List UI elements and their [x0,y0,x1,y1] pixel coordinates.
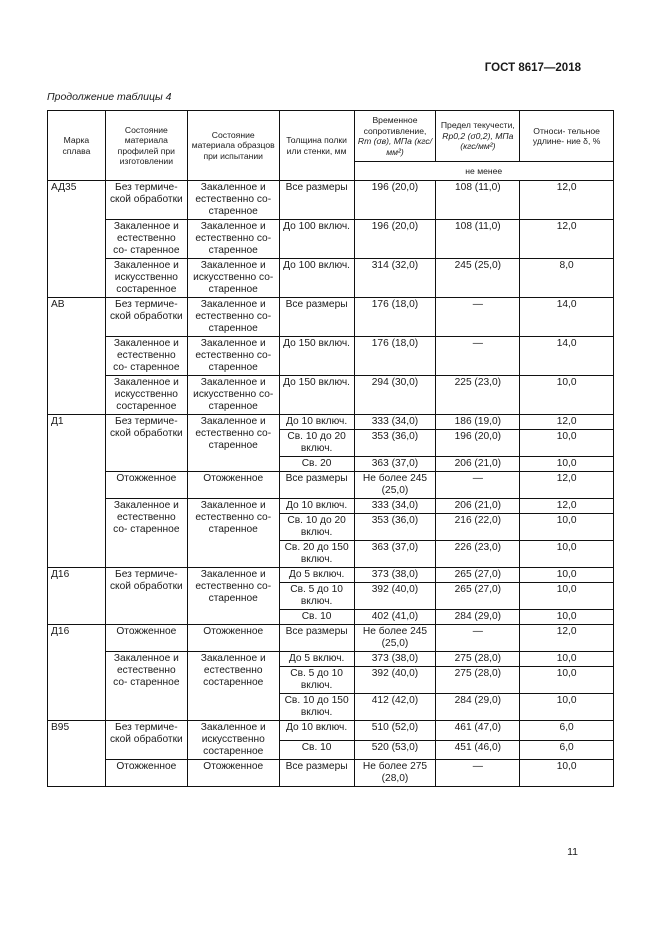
standard-number: ГОСТ 8617—2018 [484,62,581,74]
tensile-value: 392 (40,0) [354,583,436,610]
table-row [48,298,614,337]
sample-state: Закаленное и искусственно со- старенное [187,376,279,415]
yield-value: 284 (29,0) [436,694,520,721]
thickness: Все размеры [279,625,354,652]
col-alloy: Марка сплава [48,111,106,181]
elongation-value: 10,0 [520,694,614,721]
elongation-value: 10,0 [520,568,614,583]
thickness: До 10 включ. [279,499,354,514]
table-row [48,760,614,787]
yield-value: 206 (21,0) [436,457,520,472]
table-row [48,652,614,667]
tensile-value: Не более 275 (28,0) [354,760,436,787]
profile-state: Закаленное и искусственно состаренное [105,376,187,415]
elongation-value: 12,0 [520,625,614,652]
yield-value: 225 (23,0) [436,376,520,415]
table-row [48,259,614,298]
yield-value: 265 (27,0) [436,583,520,610]
table-row [48,337,614,376]
col-tensile: Временное сопротивление, Rm (σв), МПа (кгс/мм²) [354,111,436,162]
thickness: Св. 20 до 150 включ. [279,541,354,568]
thickness: Св. 10 до 20 включ. [279,430,354,457]
thickness: До 10 включ. [279,721,354,741]
profile-state: Закаленное и естественно со- старенное [105,337,187,376]
col-elongation: Относи- тельное удлине- ние δ, % [520,111,614,162]
profile-state: Без термиче- ской обработки [105,181,187,220]
yield-value: 216 (22,0) [436,514,520,541]
yield-value: 461 (47,0) [436,721,520,741]
thickness: До 100 включ. [279,259,354,298]
elongation-value: 10,0 [520,652,614,667]
thickness: Св. 5 до 10 включ. [279,583,354,610]
tensile-value: 196 (20,0) [354,220,436,259]
tensile-value: Не более 245 (25,0) [354,472,436,499]
table-row [48,181,614,220]
sample-state: Отожженное [187,625,279,652]
yield-value: 108 (11,0) [436,220,520,259]
table-row [48,220,614,259]
alloy-grade: АВ [48,298,106,415]
yield-value: — [436,337,520,376]
yield-value: 245 (25,0) [436,259,520,298]
tensile-value: 333 (34,0) [354,415,436,430]
yield-value: 275 (28,0) [436,652,520,667]
tensile-value: 176 (18,0) [354,298,436,337]
thickness: Св. 10 до 20 включ. [279,514,354,541]
tensile-value: Не более 245 (25,0) [354,625,436,652]
tensile-value: 402 (41,0) [354,610,436,625]
yield-value: 196 (20,0) [436,430,520,457]
elongation-value: 10,0 [520,541,614,568]
thickness: Св. 20 [279,457,354,472]
sample-state: Закаленное и естественно со- старенное [187,415,279,472]
thickness: Св. 5 до 10 включ. [279,667,354,694]
elongation-value: 14,0 [520,337,614,376]
sample-state: Закаленное и естественно со- старенное [187,568,279,625]
sample-state: Закаленное и естественно со- старенное [187,499,279,568]
tensile-value: 196 (20,0) [354,181,436,220]
tensile-value: 392 (40,0) [354,667,436,694]
sample-state: Закаленное и естественно со- старенное [187,220,279,259]
tensile-value: 314 (32,0) [354,259,436,298]
elongation-value: 12,0 [520,181,614,220]
thickness: До 5 включ. [279,568,354,583]
yield-value: — [436,298,520,337]
min-note: не менее [354,162,613,181]
table-body [48,181,614,787]
elongation-value: 10,0 [520,376,614,415]
thickness: До 150 включ. [279,337,354,376]
alloy-grade: Д1 [48,415,106,568]
profile-state: Закаленное и естественно со- старенное [105,220,187,259]
profile-state: Отожженное [105,760,187,787]
yield-value: 226 (23,0) [436,541,520,568]
thickness: До 150 включ. [279,376,354,415]
yield-value: 451 (46,0) [436,740,520,760]
yield-value: — [436,760,520,787]
tensile-value: 520 (53,0) [354,740,436,760]
table-row [48,376,614,415]
elongation-value: 6,0 [520,721,614,741]
profile-state: Без термиче- ской обработки [105,298,187,337]
elongation-value: 12,0 [520,499,614,514]
elongation-value: 10,0 [520,430,614,457]
profile-state: Без термиче- ской обработки [105,415,187,472]
table-row [48,499,614,514]
tensile-value: 294 (30,0) [354,376,436,415]
sample-state: Отожженное [187,760,279,787]
table-continuation-caption: Продолжение таблицы 4 [47,91,172,103]
thickness: Все размеры [279,181,354,220]
sample-state: Закаленное и естественно со- старенное [187,298,279,337]
col-sample-state: Состояние материала образцов при испытании [187,111,279,181]
profile-state: Закаленное и естественно со- старенное [105,499,187,568]
yield-value: — [436,625,520,652]
sample-state: Закаленное и естественно со- старенное [187,181,279,220]
table-row [48,721,614,741]
yield-value: 108 (11,0) [436,181,520,220]
sample-state: Закаленное и искусственно состаренное [187,721,279,760]
properties-table [47,110,614,787]
thickness: До 10 включ. [279,415,354,430]
sample-state: Закаленное и естественно состаренное [187,652,279,721]
tensile-value: 353 (36,0) [354,430,436,457]
yield-value: — [436,472,520,499]
yield-value: 186 (19,0) [436,415,520,430]
alloy-grade: В95 [48,721,106,787]
elongation-value: 10,0 [520,514,614,541]
profile-state: Закаленное и естественно со- старенное [105,652,187,721]
elongation-value: 12,0 [520,415,614,430]
table-row [48,625,614,652]
profile-state: Без термиче- ской обработки [105,568,187,625]
sample-state: Закаленное и искусственно со- старенное [187,259,279,298]
elongation-value: 10,0 [520,667,614,694]
elongation-value: 10,0 [520,610,614,625]
col-profile-state: Состояние материала профилей при изготовлении [105,111,187,181]
tensile-value: 373 (38,0) [354,568,436,583]
tensile-value: 412 (42,0) [354,694,436,721]
profile-state: Без термиче- ской обработки [105,721,187,760]
yield-value: 284 (29,0) [436,610,520,625]
thickness: До 100 включ. [279,220,354,259]
tensile-value: 373 (38,0) [354,652,436,667]
tensile-value: 333 (34,0) [354,499,436,514]
yield-value: 265 (27,0) [436,568,520,583]
table-row [48,472,614,499]
elongation-value: 12,0 [520,472,614,499]
alloy-grade: АД35 [48,181,106,298]
profile-state: Отожженное [105,625,187,652]
elongation-value: 14,0 [520,298,614,337]
col-yield: Предел текучести, Rp0,2 (σ0,2), МПа (кгс/мм²) [436,111,520,162]
tensile-value: 363 (37,0) [354,541,436,568]
tensile-value: 510 (52,0) [354,721,436,741]
thickness: Св. 10 [279,610,354,625]
elongation-value: 10,0 [520,583,614,610]
yield-value: 206 (21,0) [436,499,520,514]
alloy-grade: Д16 [48,568,106,625]
tensile-value: 353 (36,0) [354,514,436,541]
elongation-value: 10,0 [520,760,614,787]
page-number: 11 [567,846,578,858]
thickness: Все размеры [279,760,354,787]
sample-state: Закаленное и естественно со- старенное [187,337,279,376]
thickness: Все размеры [279,298,354,337]
thickness: Св. 10 до 150 включ. [279,694,354,721]
col-thickness: Толщина полки или стенки, мм [279,111,354,181]
tensile-value: 176 (18,0) [354,337,436,376]
thickness: Св. 10 [279,740,354,760]
thickness: До 5 включ. [279,652,354,667]
elongation-value: 10,0 [520,457,614,472]
elongation-value: 6,0 [520,740,614,760]
tensile-value: 363 (37,0) [354,457,436,472]
profile-state: Закаленное и искусственно состаренное [105,259,187,298]
yield-value: 275 (28,0) [436,667,520,694]
table-row [48,415,614,430]
thickness: Все размеры [279,472,354,499]
elongation-value: 12,0 [520,220,614,259]
profile-state: Отожженное [105,472,187,499]
alloy-grade: Д16 [48,625,106,721]
elongation-value: 8,0 [520,259,614,298]
sample-state: Отожженное [187,472,279,499]
table-row [48,568,614,583]
